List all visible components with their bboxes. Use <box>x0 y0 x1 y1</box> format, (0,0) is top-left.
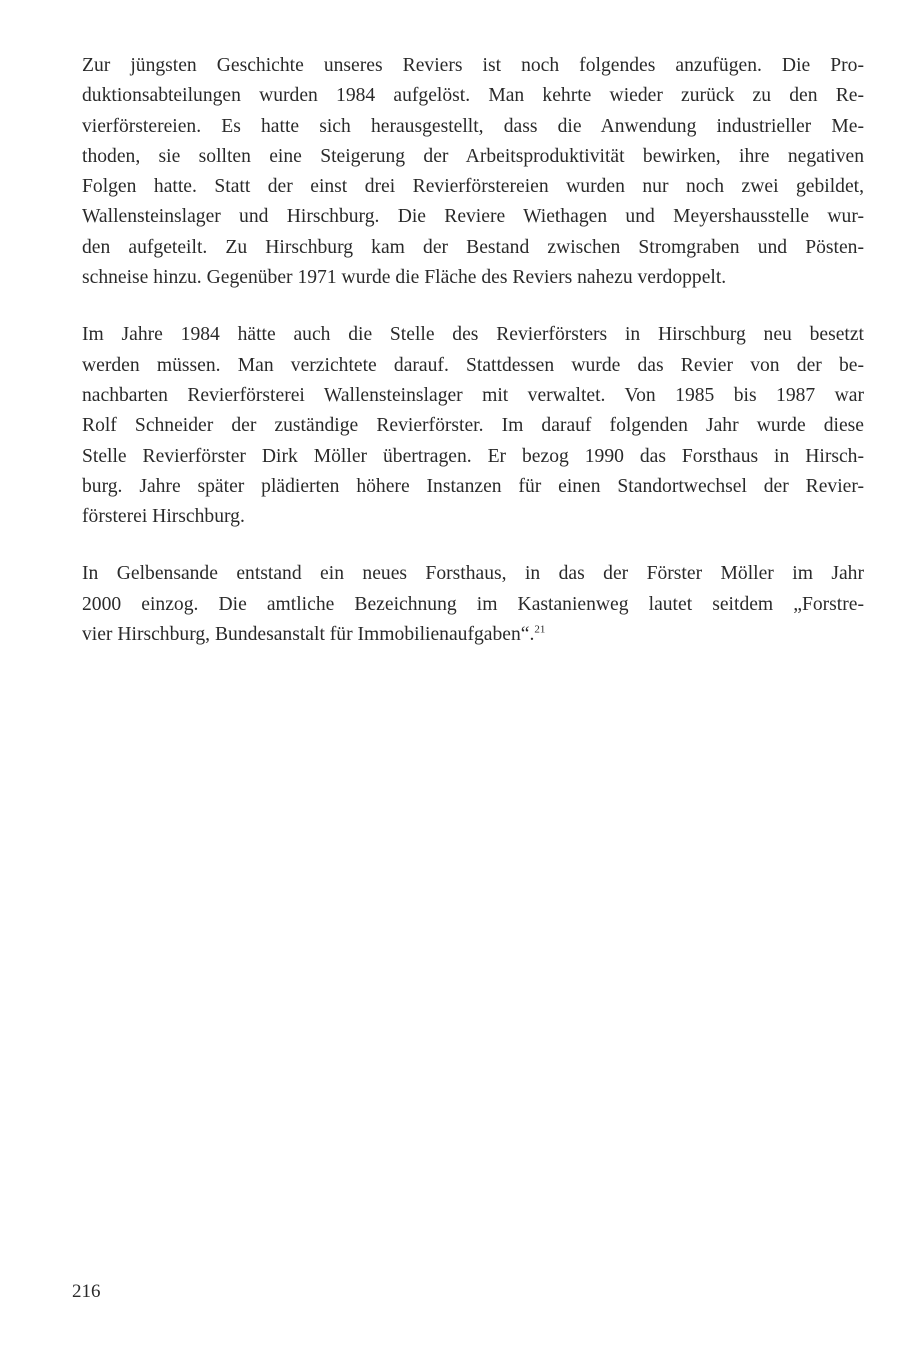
paragraph-2 <box>82 320 864 532</box>
text-line: duktionsabteilungen wurden 1984 aufgelöst. Man kehrte wieder zurück zu den Re- <box>82 85 864 107</box>
text-line: Zur jüngsten Geschichte unseres Reviers ist noch folgendes anzufügen. Die Pro- <box>82 55 864 76</box>
text-line: thoden, sie sollten eine Steigerung der Arbeitsproduktivität bewirken, ihre negativen <box>82 145 864 167</box>
text-line: vierförstereien. Es hatte sich herausgestellt, dass die Anwendung industrieller Me- <box>82 115 864 137</box>
text-line: den aufgeteilt. Zu Hirschburg kam der Bestand zwischen Stromgraben und Pösten- <box>82 236 864 258</box>
text-line: Im Jahre 1984 hätte auch die Stelle des Revierförsters in Hirschburg neu besetzt <box>82 324 864 346</box>
text-line: Stelle Revierförster Dirk Möller übertragen. Er bezog 1990 das Forsthaus in Hirsch- <box>82 445 864 467</box>
text-line: försterei Hirschburg. <box>82 506 245 528</box>
footnote-reference: 21 <box>534 623 546 636</box>
text-line: In Gelbensande entstand ein neues Forsthaus, in das der Förster Möller im Jahr <box>82 563 864 585</box>
text-line: 2000 einzog. Die amtliche Bezeichnung im Kastanienweg lautet seitdem „Forstre- <box>82 593 864 615</box>
text-line: nachbarten Revierförsterei Wallensteinslager mit verwaltet. Von 1985 bis 1987 war <box>82 384 864 406</box>
text-line: Folgen hatte. Statt der einst drei Revierförstereien wurden nur noch zwei gebildet, <box>82 176 864 198</box>
text-line: schneise hinzu. Gegenüber 1971 wurde die Fläche des Reviers nahezu verdoppelt. <box>82 267 727 289</box>
page-number: 216 <box>72 1281 101 1302</box>
paragraph-1 <box>82 51 864 293</box>
text-line: burg. Jahre später plädierten höhere Instanzen für einen Standortwechsel der Revier- <box>82 475 864 497</box>
text-line: vier Hirschburg, Bundesanstalt für Immobilienaufgaben“. <box>82 624 535 646</box>
paragraph-3 <box>82 559 864 650</box>
text-line: werden müssen. Man verzichtete darauf. Stattdessen wurde das Revier von der be- <box>82 354 864 376</box>
text-line: Rolf Schneider der zuständige Revierförster. Im darauf folgenden Jahr wurde diese <box>82 415 864 437</box>
body-text <box>82 51 864 677</box>
text-line-with-footnote <box>82 620 864 650</box>
text-line: Wallensteinslager und Hirschburg. Die Reviere Wiethagen und Meyershausstelle wur- <box>82 206 864 228</box>
